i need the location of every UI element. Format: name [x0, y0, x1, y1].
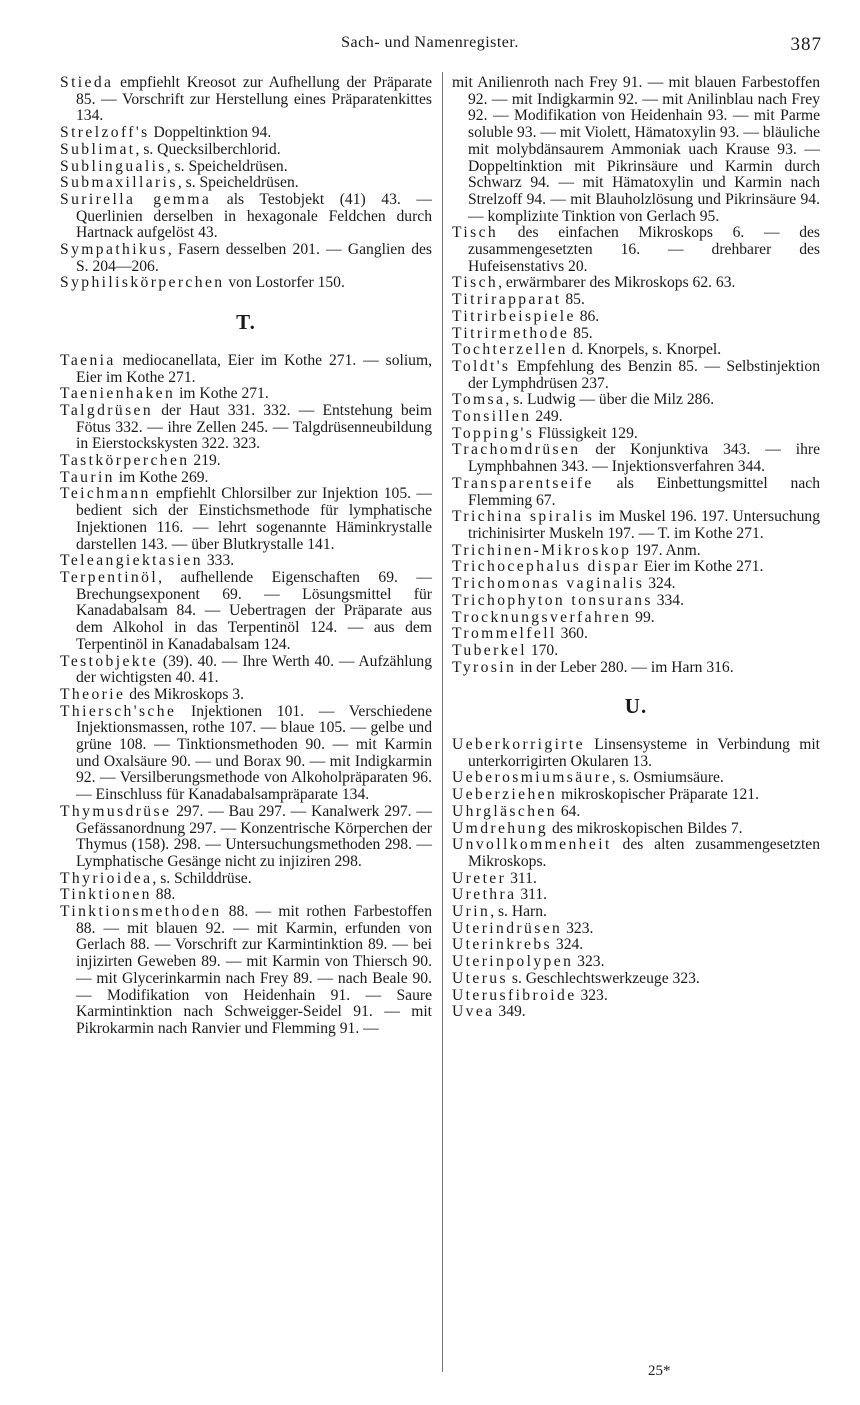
entry-text: 219. [189, 452, 221, 470]
entry-text: Eier im Kothe 271. [639, 558, 764, 576]
entry-text: im Kothe 269. [114, 468, 209, 486]
page-number: 387 [790, 34, 822, 55]
index-entry [60, 125, 432, 142]
entry-text: Doppeltinktion 94. [149, 124, 272, 142]
entry-keyword: Ueberosmiumsäure [452, 769, 612, 787]
index-entry [60, 275, 432, 292]
entry-keyword: Surirella gemma [60, 190, 212, 208]
u-entries [452, 737, 820, 1021]
entry-text: des Mikroskops 3. [125, 685, 244, 703]
entry-keyword: Tinktionen [60, 886, 152, 904]
index-entry [452, 871, 820, 888]
entry-text: Empfehlung des Benzin 85. — Selbstinjektion der Lymphdrüsen 237. [468, 357, 820, 392]
entry-text: 86. [575, 307, 600, 325]
entry-text: 88. [151, 886, 176, 904]
index-entry [60, 175, 432, 192]
index-entry [60, 687, 432, 704]
index-entry [452, 921, 820, 938]
column-divider [442, 72, 443, 1372]
index-entry [452, 770, 820, 787]
index-entry [452, 837, 820, 870]
entry-keyword: Stieda [60, 74, 114, 91]
index-entry [452, 660, 820, 677]
index-entry [452, 737, 820, 770]
entry-keyword: Uterinkrebs [452, 936, 553, 954]
entry-keyword: Theorie [60, 685, 126, 703]
entry-keyword: Uterusfibroide [452, 986, 577, 1004]
entry-text: 99. [631, 608, 655, 626]
entry-text: von Lostorfer 150. [224, 274, 345, 292]
index-entry [452, 392, 820, 409]
right-column [452, 75, 820, 1021]
index-entry [452, 509, 820, 542]
entry-text: 323. [576, 986, 608, 1004]
entry-text: im Muskel 196. 197. Untersuchung trichinisirter Muskeln 197. — T. im Kothe 271. [468, 508, 821, 542]
continued-entry: mit Anilienroth nach Frey 91. — mit blauen Farbestoffen 92. — mit Indigkarmin 92. — mit Anilinblau nach Frey 92. — Modifikation von Heidenhain 93. — mit Parme soluble 93. — mit Violett, Hämatoxylin 93. — bläuliche mit molybdänsaurem Ammoniak uach Krause 93. — Doppeltinktion mit Pikrinsäure und Karmin durch Schwarz 94. — mit Hämatoxylin und Karmin nach Strelzoff 94. — mit Blauholzlösung und Pikrinsäure 94. — kompliziıte Tinktion von Gerlach 95. [452, 74, 820, 225]
section-heading-t: T. [236, 310, 256, 335]
signature-mark: 25* [648, 1363, 671, 1379]
entry-keyword: Ueberziehen [452, 786, 558, 804]
entry-keyword: Talgdrüsen [60, 401, 154, 419]
index-entry [60, 887, 432, 904]
entry-text: 88. — mit rothen Farbestoffen 88. — mit blauen 92. — mit Karmin, erfunden von Gerlach 88. — Vorschrift zur Karmintinktion 89. — bei injizirten Geweben 89. — mit Karmin von Thiersch 90. — mit Glycerinkarmin nach Frey 89. — nach Beale 90. — Modifikation von Heidenhain 91. — Saure Karmintinktion nach Schweigger-Seidel 91. — mit Pikrokarmin nach Ranvier und Flemming 91. — [76, 903, 432, 1037]
page-title: Sach- und Namenregister. [341, 34, 519, 51]
entry-keyword: Taenia [60, 351, 116, 369]
entry-keyword: Submaxillaris [60, 174, 178, 192]
entry-keyword: Uterus [452, 969, 508, 987]
entry-text: Injektionen 101. — Verschiedene Injektionsmassen, rothe 107. — blaue 105. — gelbe und grüne 108. — Tinktionsmethoden 90. — mit Karmin und Oxalsäure 90. — und Borax 90. — mit Indigkarmin 92. — Versilberungsmethode von Alkoholpräparaten 96. — Einschluss für Kanadabalsampräparate 134. [76, 702, 432, 804]
left-column [60, 75, 432, 1038]
entry-text: s. Geschlechtswerkzeuge 323. [507, 969, 700, 987]
entry-keyword: Transparentseife [452, 474, 594, 492]
index-entry [452, 887, 820, 904]
entry-keyword: Tisch [452, 224, 499, 242]
index-entry [60, 486, 432, 553]
entry-text: 85. [569, 324, 593, 342]
entry-keyword: Sympathikus [60, 241, 168, 259]
index-entry [60, 704, 432, 804]
entry-text: der Haut 331. 332. — Entstehung beim Fötus 332. — ihre Zellen 245. — Talgdrüsenneubildung in Eierstockskysten 322. 323. [76, 401, 432, 453]
left-top-entries [60, 75, 432, 292]
entry-text: 334. [652, 591, 684, 609]
entry-text: d. Knorpels, s. Knorpel. [567, 341, 722, 359]
index-entry [60, 904, 432, 1038]
entry-keyword: Tonsillen [452, 408, 532, 426]
entry-text: 64. [556, 802, 581, 820]
entry-keyword: Trichinen-Mikroskop [452, 541, 632, 559]
index-entry [452, 954, 820, 971]
entry-keyword: Strelzoff's [60, 124, 150, 142]
index-entry [452, 559, 820, 576]
index-entry [452, 225, 820, 275]
entry-keyword: Titrirmethode [452, 324, 570, 342]
entry-text: , s. Harn. [490, 903, 547, 921]
entry-text: als Einbettungsmittel nach Flemming 67. [468, 474, 820, 509]
entry-text: der Konjunktiva 343. — ihre Lymphbahnen 343. — Injektionsverfahren 344. [468, 441, 820, 476]
entry-keyword: Tochterzellen [452, 341, 568, 359]
index-entry [452, 804, 820, 821]
index-entry [60, 75, 432, 125]
index-entry [452, 937, 820, 954]
entry-text: , aufhellende Eigenschaften 69. — Brechungsexponent 69. — Lösungsmittel für Kanadabalsam 84. — Uebertragen der Präparate aus dem Alkohol in das Terpentinöl 124. — aus dem Terpentinöl in Kanadabalsam 124. [76, 568, 432, 653]
index-entry [60, 242, 432, 275]
entry-text: , erwärmbarer des Mikroskops 62. 63. [498, 274, 736, 292]
entry-keyword: Sublimat [60, 140, 136, 158]
entry-text: 197. Anm. [631, 541, 701, 559]
entry-keyword: Terpentinöl [60, 568, 159, 586]
entry-text: im Kothe 271. [175, 385, 269, 403]
index-entry [60, 553, 432, 570]
entry-keyword: Uterindrüsen [452, 919, 563, 937]
entry-keyword: Urethra [452, 886, 517, 904]
entry-text: empfiehlt Kreosot zur Aufhellung der Präparate 85. — Vorschrift zur Herstellung eines Präparatenkittes 134. [76, 74, 432, 125]
t-entries-right [452, 225, 820, 676]
index-entry [452, 988, 820, 1005]
entry-keyword: Trichocephalus dispar [452, 558, 640, 576]
entry-keyword: Testobjekte [60, 652, 159, 670]
entry-keyword: Topping's [452, 424, 535, 442]
entry-keyword: Taenienhaken [60, 385, 176, 403]
entry-keyword: Trommelfell [452, 625, 557, 643]
index-entry [452, 442, 820, 475]
index-entry [60, 386, 432, 403]
entry-keyword: Taurin [60, 468, 115, 486]
entry-text: als Testobjekt (41) 43. — Querlinien derselben in hexagonale Feldchen durch Hartnack aufgelöst 43. [76, 190, 432, 242]
entry-keyword: Teleangiektasien [60, 552, 203, 570]
index-entry [60, 654, 432, 687]
entry-text: in der Leber 280. — im Harn 316. [516, 658, 734, 676]
entry-text: 311. [516, 886, 548, 904]
entry-text: (39). 40. — Ihre Werth 40. — Aufzählung der wichtigsten 40. 41. [76, 652, 432, 687]
index-entry [60, 403, 432, 453]
index-entry [452, 342, 820, 359]
entry-text: mediocanellata, Eier im Kothe 271. — solium, Eier im Kothe 271. [76, 351, 432, 386]
entry-keyword: Thyrioidea [60, 869, 153, 887]
index-entry [452, 359, 820, 392]
entry-text: 311. [506, 869, 537, 887]
index-entry [452, 971, 820, 988]
index-entry [452, 904, 820, 921]
index-entry [452, 426, 820, 443]
entry-text: 324. [644, 575, 676, 593]
index-entry [452, 626, 820, 643]
entry-text: 297. — Bau 297. — Kanalwerk 297. — Gefässanordnung 297. — Konzentrische Körperchen der Thymus (158). 298. — Untersuchungsmethoden 298. — Lymphatische Gesänge nicht zu injiziren 298. [76, 802, 432, 870]
entry-keyword: Unvollkommenheit [452, 836, 612, 854]
entry-keyword: Uhrgläschen [452, 802, 557, 820]
entry-text: 333. [202, 552, 235, 570]
entry-keyword: Trichophyton tonsurans [452, 591, 653, 609]
index-entry [452, 275, 820, 292]
index-entry [60, 192, 432, 242]
entry-text: , s. Osmiumsäure. [611, 769, 724, 787]
entry-keyword: Trachomdrüsen [452, 441, 581, 459]
entry-keyword: Tinktionsmethoden [60, 903, 222, 921]
entry-keyword: Urin [452, 903, 491, 921]
entry-text: , Fasern desselben 201. — Ganglien des S. 204—206. [76, 241, 432, 275]
entry-keyword: Umdrehung [452, 819, 549, 837]
entry-text: , s. Speicheldrüsen. [177, 174, 299, 192]
entry-text: , s. Schilddrüse. [152, 869, 252, 887]
index-entry [60, 142, 432, 159]
index-entry [452, 610, 820, 627]
index-entry [452, 326, 820, 343]
entry-keyword: Trocknungsverfahren [452, 608, 632, 626]
t-entries-left [60, 353, 432, 1038]
index-entry [60, 353, 432, 386]
index-entry [60, 871, 432, 888]
entry-text: , s. Ludwig — über die Milz 286. [505, 391, 715, 409]
entry-text: des einfachen Mikroskops 6. — des zusammengesetzten 16. — drehbarer des Hufeisenstativs 20. [468, 224, 820, 275]
entry-keyword: Trichina spiralis [452, 508, 595, 526]
entry-text: Linsensysteme in Verbindung mit unterkorrigirten Okularen 13. [468, 736, 820, 770]
entry-text: 85. [561, 291, 585, 309]
entry-text: 170. [526, 641, 559, 659]
index-entry [60, 159, 432, 176]
index-entry [452, 643, 820, 660]
entry-keyword: Ueberkorrigirte [452, 736, 585, 754]
index-entry [60, 570, 432, 654]
index-entry [452, 476, 820, 509]
entry-keyword: Uvea [452, 1003, 495, 1021]
section-heading-u: U. [624, 694, 648, 719]
index-entry [60, 470, 432, 487]
entry-keyword: Tastkörperchen [60, 452, 190, 470]
entry-keyword: Ureter [452, 869, 507, 887]
index-entry [452, 543, 820, 560]
entry-text: des mikroskopischen Bildes 7. [548, 819, 743, 837]
entry-text: , s. Quecksilberchlorid. [135, 140, 281, 158]
entry-keyword: Tuberkel [452, 641, 527, 659]
index-entry [452, 821, 820, 838]
entry-keyword: Tisch [452, 274, 499, 292]
entry-text: 323. [562, 919, 594, 937]
page-header [0, 34, 860, 58]
entry-text: 249. [531, 408, 563, 426]
entry-keyword: Titrirapparat [452, 291, 562, 309]
entry-keyword: Tyrosin [452, 658, 517, 676]
entry-keyword: Syphiliskörperchen [60, 274, 225, 292]
entry-keyword: Uterinpolypen [452, 953, 574, 971]
index-entry [452, 787, 820, 804]
entry-keyword: Titrirbeispiele [452, 307, 576, 325]
entry-text: 349. [494, 1003, 526, 1021]
entry-keyword: Tomsa [452, 391, 506, 409]
index-entry [452, 292, 820, 309]
index-entry [60, 453, 432, 470]
entry-keyword: Thiersch'sche [60, 702, 177, 720]
entry-text: , s. Speicheldrüsen. [166, 157, 288, 175]
entry-keyword: Sublingualis [60, 157, 167, 175]
entry-keyword: Thymusdrüse [60, 802, 172, 820]
entry-keyword: Toldt's [452, 357, 511, 375]
entry-text: mikroskopischer Präparate 121. [557, 786, 759, 804]
index-entry [452, 409, 820, 426]
entry-text: Flüssigkeit 129. [534, 424, 638, 442]
entry-text: 323. [573, 953, 605, 971]
index-entry [452, 309, 820, 326]
index-entry [452, 593, 820, 610]
entry-keyword: Teichmann [60, 485, 151, 503]
entry-text: 360. [556, 625, 588, 643]
entry-text: 324. [552, 936, 584, 954]
index-entry [60, 804, 432, 871]
entry-keyword: Trichomonas vaginalis [452, 575, 645, 593]
entry-text: des alten zusammengesetzten Mikroskops. [468, 836, 820, 870]
index-entry [452, 1004, 820, 1021]
index-entry [452, 576, 820, 593]
entry-text: empfiehlt Chlorsilber zur Injektion 105. — bedient sich der Einstichsmethode für lymphatische Injektionen 116. — lehrt sogenannte Häminkrystalle darstellen 143. — über Blutkrystalle 141. [76, 485, 432, 553]
